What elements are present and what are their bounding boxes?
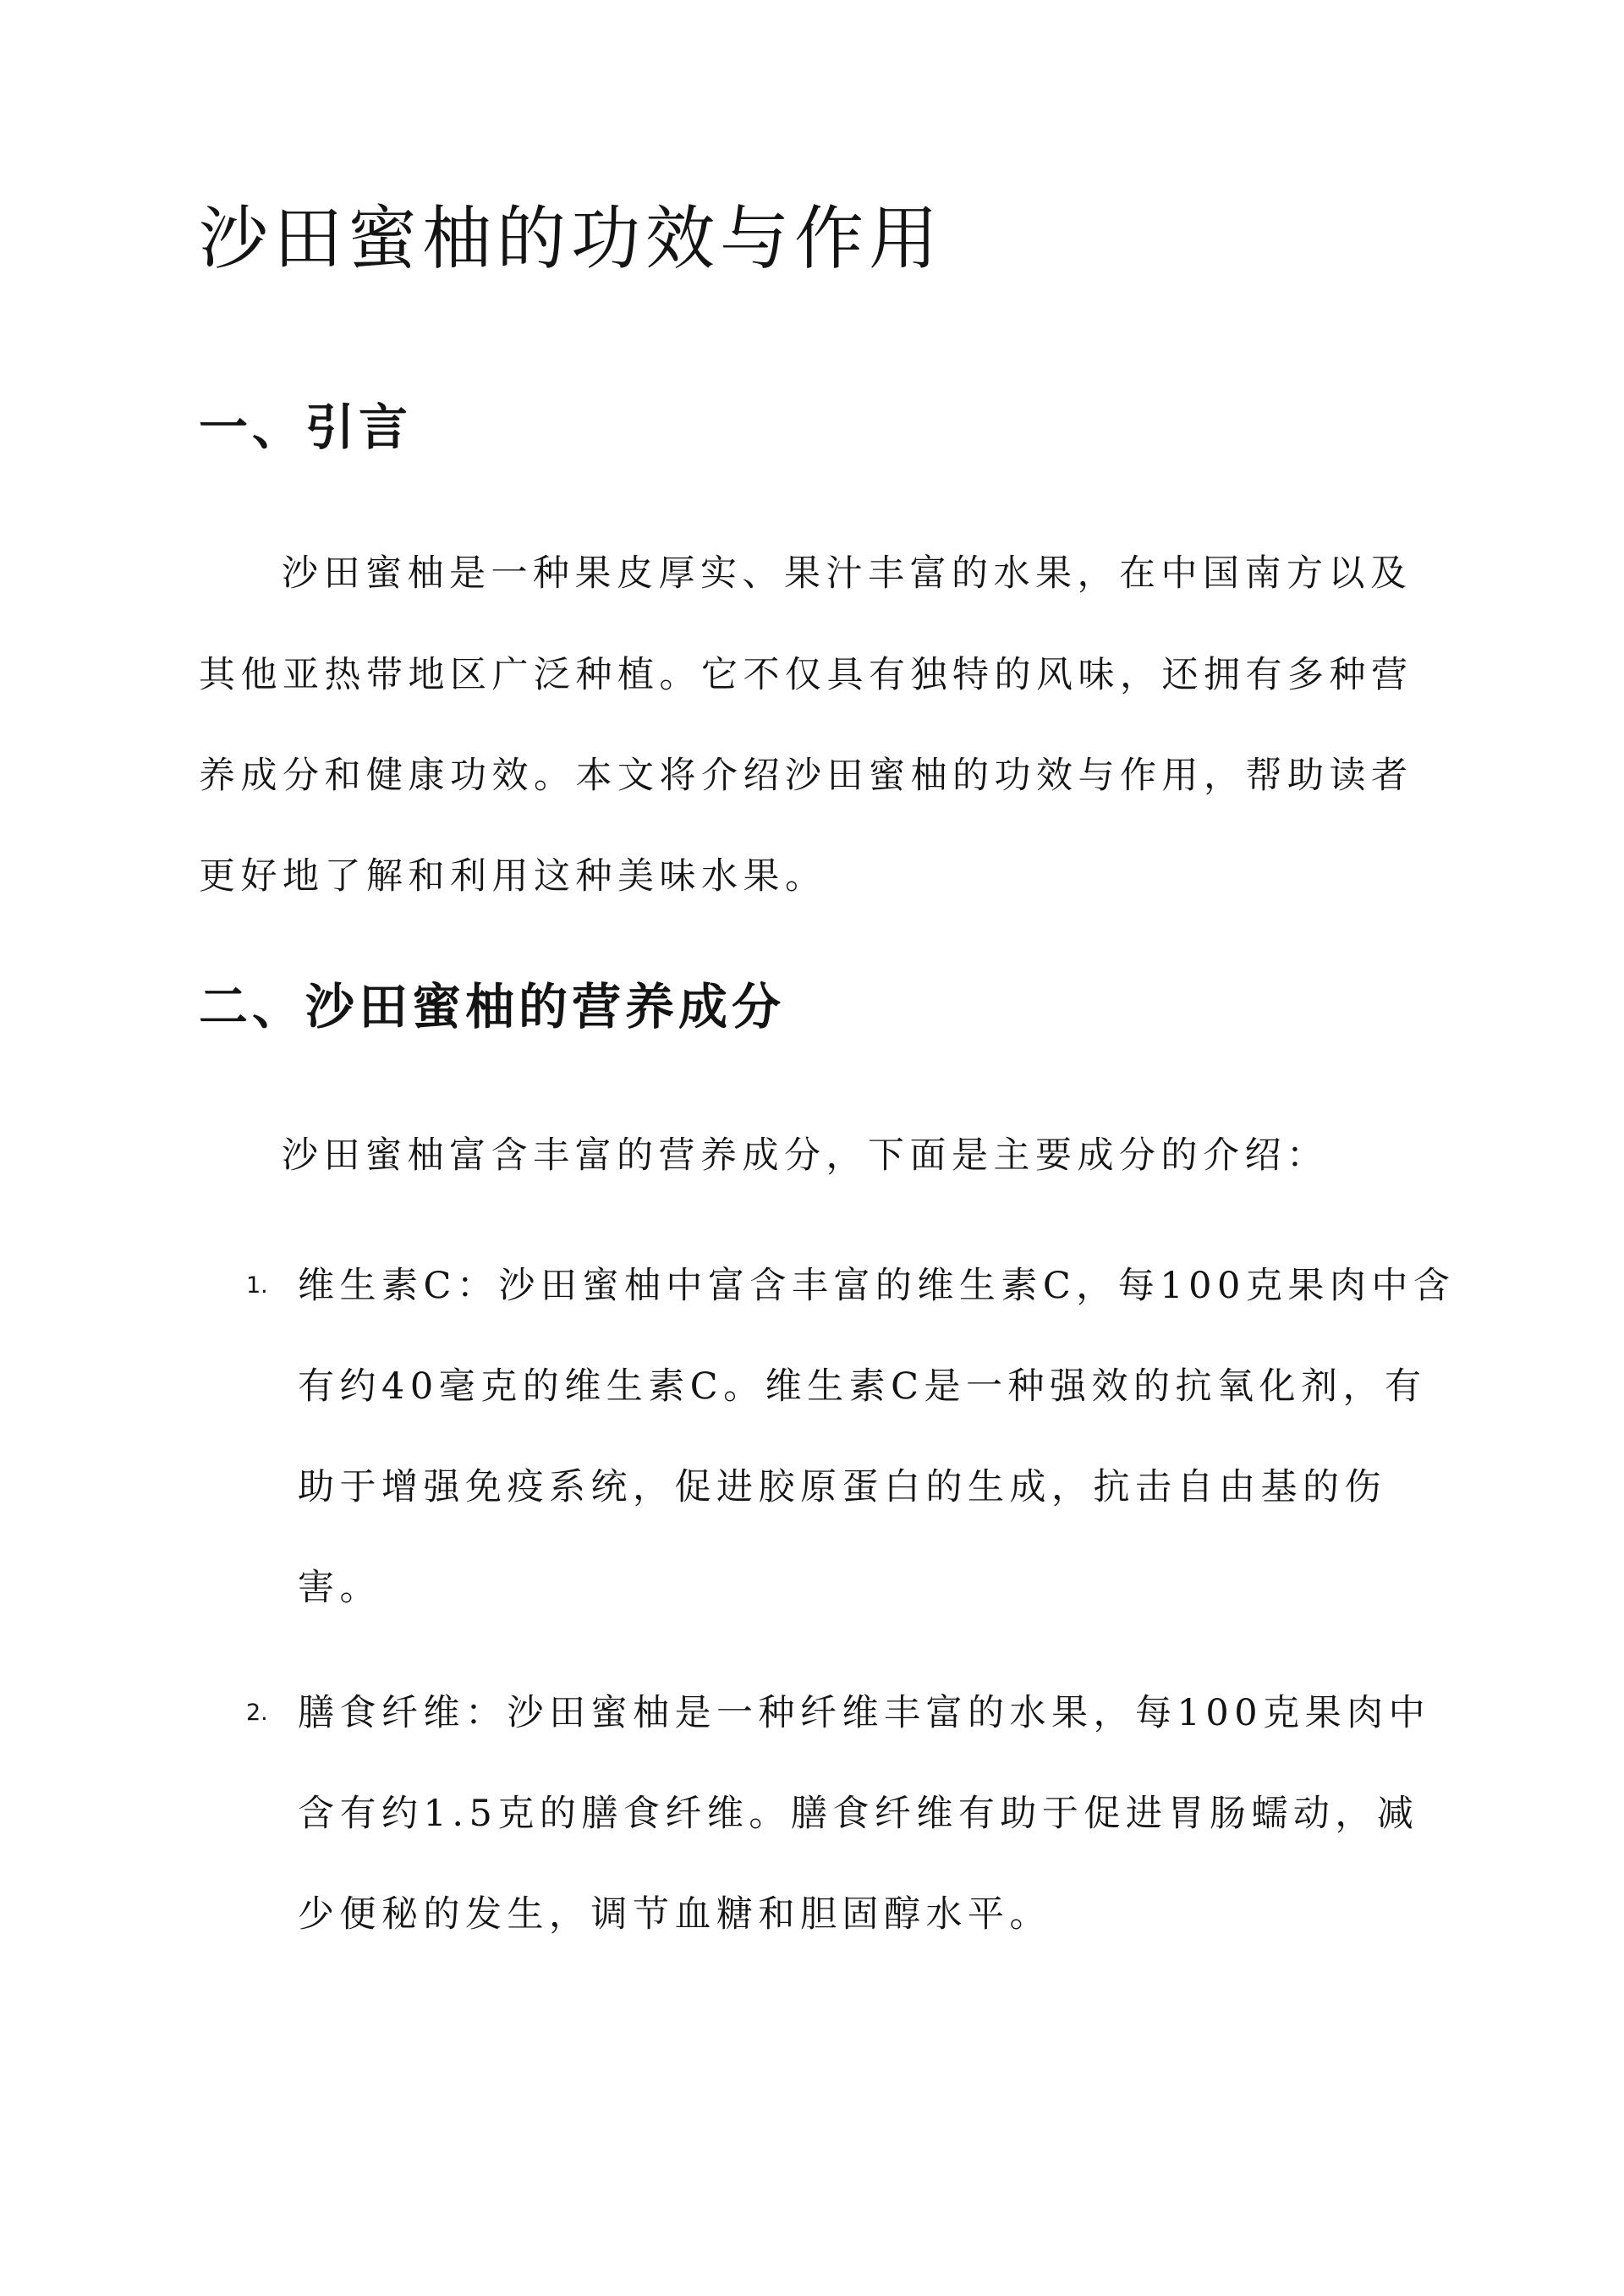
list-item-line: 害。: [298, 1567, 381, 1609]
nutrition-intro-line: 沙田蜜柚富含丰富的营养成分，下面是主要成分的介绍：: [282, 1134, 1329, 1177]
list-item-line: 助于增强免疫系统，促进胶原蛋白的生成，抗击自由基的伤: [298, 1466, 1386, 1508]
list-item-line: 少便秘的发生，调节血糖和胆固醇水平。: [298, 1893, 1051, 1936]
document-title: 沙田蜜柚的功效与作用: [199, 199, 944, 279]
section-heading-introduction: 一、引言: [199, 398, 413, 456]
list-item-marker: 2.: [246, 1700, 268, 1726]
section-heading-nutrition: 二、沙田蜜柚的营养成分: [199, 978, 786, 1035]
intro-paragraph-line: 养成分和健康功效。本文将介绍沙田蜜柚的功效与作用，帮助读者: [199, 755, 1413, 797]
intro-paragraph-line: 更好地了解和利用这种美味水果。: [199, 855, 827, 898]
list-item-line: 有约40毫克的维生素C。维生素C是一种强效的抗氧化剂，有: [298, 1365, 1427, 1408]
list-item-line: 维生素C：沙田蜜柚中富含丰富的维生素C，每100克果肉中含: [298, 1265, 1456, 1307]
list-item-marker: 1.: [246, 1272, 268, 1299]
intro-paragraph-line: 其他亚热带地区广泛种植。它不仅具有独特的风味，还拥有多种营: [199, 654, 1413, 696]
intro-paragraph-line: 沙田蜜柚是一种果皮厚实、果汁丰富的水果，在中国南方以及: [282, 552, 1413, 595]
list-item-line: 含有约1.5克的膳食纤维。膳食纤维有助于促进胃肠蠕动，减: [298, 1793, 1419, 1835]
list-item-line: 膳食纤维：沙田蜜柚是一种纤维丰富的水果，每100克果肉中: [298, 1692, 1431, 1734]
